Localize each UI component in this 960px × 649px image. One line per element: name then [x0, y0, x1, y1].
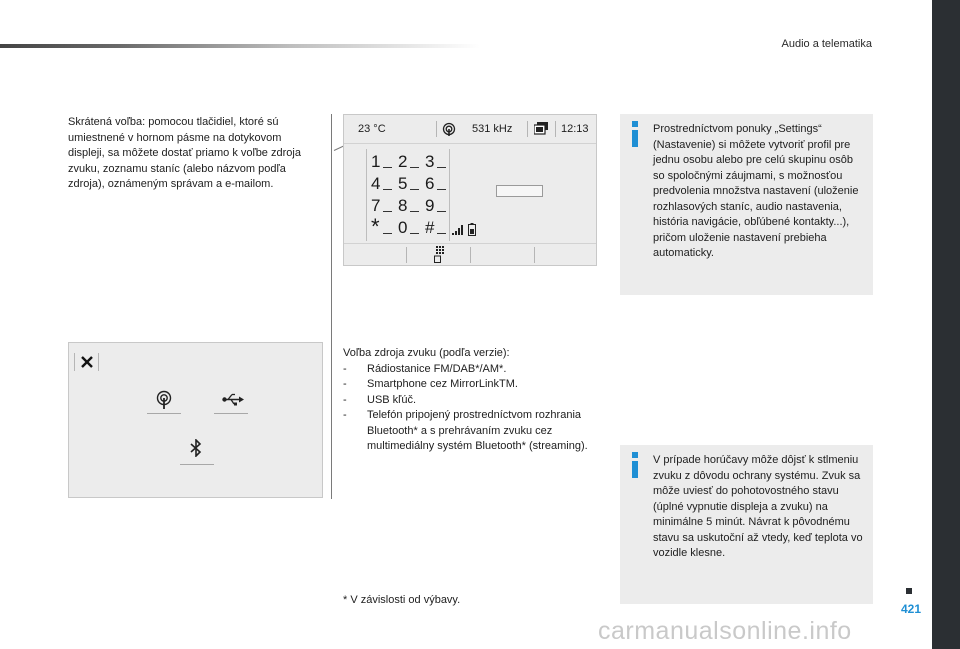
screen-bottom-bar — [344, 243, 596, 266]
signal-icon — [452, 225, 464, 235]
display-field — [496, 185, 543, 197]
info-text-heat: V prípade horúčavy môže dôjsť k stlmeniu zvuku z dôvodu ochrany systému. Zvuk sa môže uviesť do pohotovostného stavu (úplné vypnutie displeja a zvuku) na minimálne 5 minút. Návrat k pôvodnému stavu sa uskutoční až vtedy, keď teplota vo vozidle klesne. — [653, 454, 863, 559]
media-icon[interactable] — [534, 122, 549, 135]
watermark: carmanualsonline.info — [598, 617, 852, 645]
temperature-readout[interactable]: 23 °C — [358, 123, 386, 135]
column-divider — [331, 114, 332, 499]
phone-screen-illustration — [343, 114, 597, 266]
footnote: * V závislosti od výbavy. — [343, 594, 461, 606]
usb-icon[interactable] — [222, 393, 244, 406]
page-marker — [906, 588, 912, 594]
source-selection-illustration — [68, 342, 323, 498]
shortcut-description: Skrátená voľba: pomocou tlačidiel, ktoré sú umiestnené v hornom pásme na dotykovom displeji, sa môžete dostať priamo k voľbe zdroja zvuku, zoznamu staníc (alebo názvom podľa zdroja), oznámeným správam a e-mailom. — [68, 116, 301, 190]
battery-icon — [468, 223, 476, 236]
key-3[interactable]: 3 — [425, 152, 435, 171]
key-0[interactable]: 0 — [398, 218, 408, 237]
radio-icon[interactable] — [442, 122, 456, 136]
key-9[interactable]: 9 — [425, 196, 435, 215]
dialpad-icon[interactable] — [433, 246, 447, 263]
list-item: - Telefón pripojený prostredníctvom rozhrania Bluetooth* a s prehrávaním zvuku cez multimediálny systém Bluetooth* (streaming). — [343, 409, 588, 452]
frequency-readout: 531 kHz — [472, 123, 513, 135]
bluetooth-icon[interactable] — [190, 439, 202, 457]
list-item: - Rádiostanice FM/DAB*/AM*. — [343, 362, 507, 375]
header-rule — [0, 44, 480, 48]
key-hash[interactable]: # — [425, 218, 435, 237]
list-item: - Smartphone cez MirrorLinkTM. — [343, 378, 518, 390]
key-4[interactable]: 4 — [371, 174, 381, 193]
info-icon — [630, 452, 640, 478]
info-box-heat — [620, 445, 873, 604]
dial-keypad[interactable] — [366, 149, 450, 241]
section-title: Audio a telematika — [781, 38, 872, 50]
key-1[interactable]: 1 — [371, 152, 381, 171]
close-icon[interactable] — [81, 356, 93, 368]
key-6[interactable]: 6 — [425, 174, 435, 193]
source-intro: Voľba zdroja zvuku (podľa verzie): — [343, 347, 510, 359]
page-number: 421 — [901, 602, 922, 616]
key-2[interactable]: 2 — [398, 152, 408, 171]
info-box-settings — [620, 114, 873, 295]
radio-icon[interactable] — [156, 390, 172, 410]
info-text-settings: Prostredníctvom ponuky „Settings“ (Nastavenie) si môžete vytvoriť profil pre jednu osobu alebo pre celú skupinu osôb so spoločnými záujmami, s možnosťou predvolenia množstva nastavení (uloženie rozhlasových staníc, audio nastavenia, história navigácie, obľúbené kontakty...), pričom uloženie nastavení prebieha automaticky. — [653, 123, 859, 259]
screen-status-bar — [344, 115, 596, 144]
key-5[interactable]: 5 — [398, 174, 408, 193]
source-list — [343, 362, 605, 455]
source-selection-text — [343, 346, 605, 455]
chapter-sidebar — [932, 0, 960, 649]
info-icon — [630, 121, 640, 147]
key-7[interactable]: 7 — [371, 196, 381, 215]
list-item: - USB kľúč. — [343, 393, 417, 406]
key-8[interactable]: 8 — [398, 196, 408, 215]
key-star[interactable]: * — [371, 214, 380, 239]
clock-readout: 12:13 — [561, 123, 589, 135]
